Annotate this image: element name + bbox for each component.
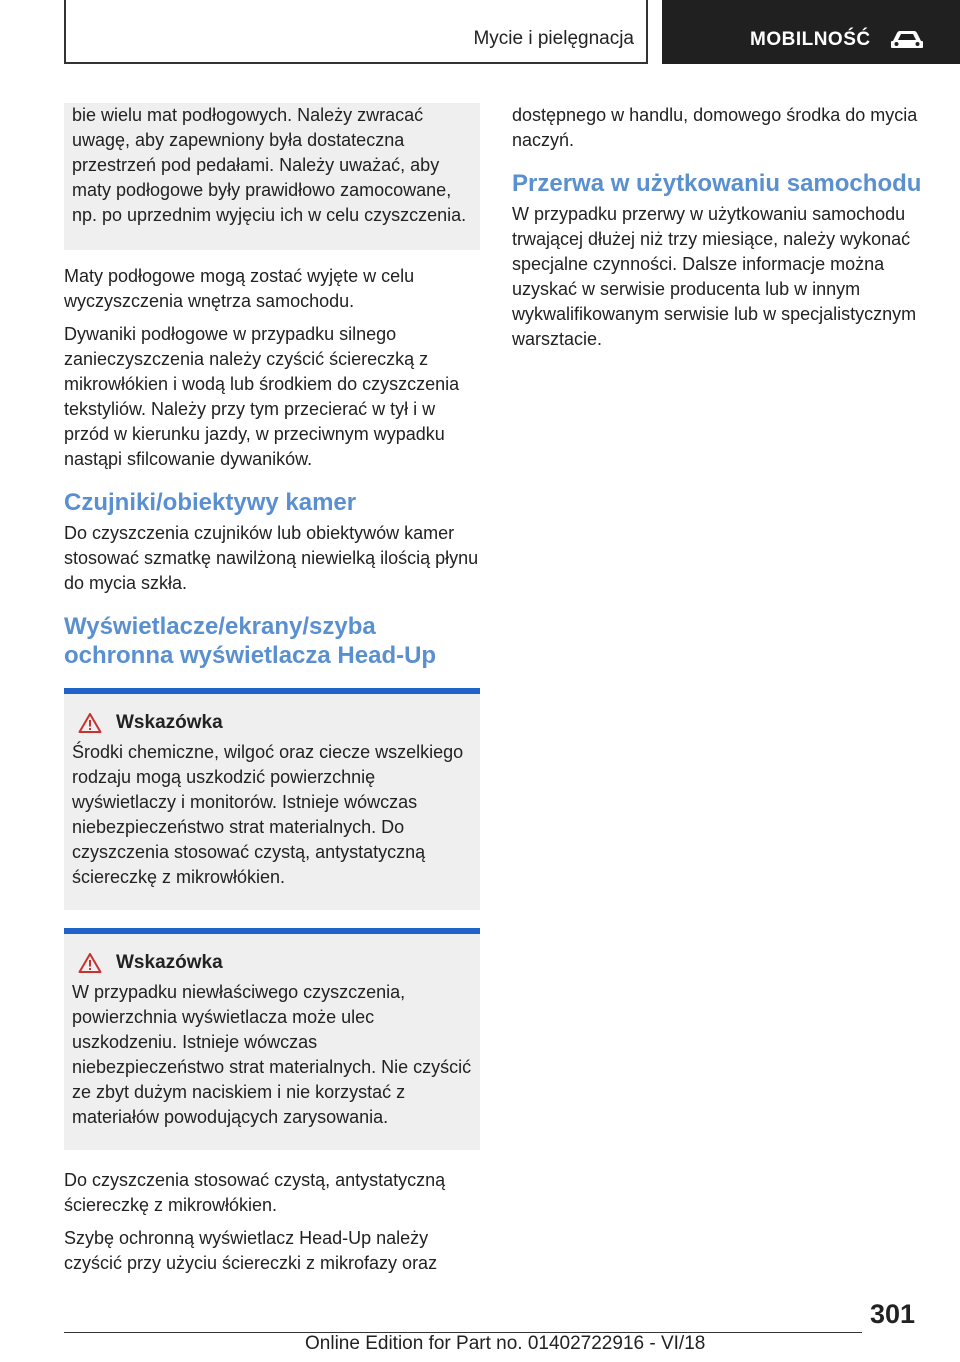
heading-storage: Przerwa w użytkowaniu samochodu [512, 170, 922, 197]
paragraph-mats: Maty podłogowe mogą zostać wyjęte w celu wyczyszczenia wnętrza samochodu. [64, 266, 415, 311]
page-number: 301 [870, 1299, 916, 1329]
warning-triangle-icon [78, 712, 102, 734]
heading-displays: Wyświetlacze/ekrany/szyba ochronna wyświetlacza Head-Up [64, 613, 437, 669]
paragraph-carpets: Dywaniki podłogowe w przypadku silnego zanieczyszczenia należy czyścić ściereczką z mikrowłókien i wodą lub środkiem do czyszczenia tekstyliów. Należy przy tym przecierać w tył i w przód w kierunku jazdy, w przeciwnym wypadku nastąpi sfilcowanie dywaników. [64, 324, 460, 469]
intro-note-box [64, 103, 480, 250]
paragraph-storage: W przypadku przerwy w użytkowaniu samochodu trwającej dłużej niż trzy miesiące, należy wykonać specjalne czynności. Dalsze informacje można uzyskać w serwisie producenta lub w innym wykwalifikowanym serwisie lub w specjalistycznym warsztacie. [512, 204, 917, 349]
warning-title: Wskazówka [116, 712, 223, 733]
intro-note-text: bie wielu mat podłogowych. Należy zwracać uwagę, aby zapewniony była dostateczna przestrzeń pod pedałami. Należy uważać, aby maty podłogowe były prawidłowo zamocowane, np. po uprzednim wyjęciu ich w celu czyszczenia. [72, 105, 467, 225]
warning-text: W przypadku niewłaściwego czyszczenia, powierzchnia wyświetlacza może ulec uszkodzeniu. Istnieje wówczas niebezpieczeństwo strat materialnych. Nie czyścić ze zbyt dużym naciskiem i nie korzystać z materiałów powodujących zarysowania. [72, 982, 472, 1127]
paragraph-headup-cleaning: Szybę ochronną wyświetlacz Head-Up należy czyścić przy użyciu ściereczki z mikrofazy oraz [64, 1228, 438, 1273]
section-label: MOBILNOŚĆ [750, 29, 871, 50]
warning-box-chemicals [64, 688, 480, 910]
heading-sensors: Czujniki/obiektywy kamer [64, 489, 357, 516]
warning-text: Środki chemiczne, wilgoć oraz ciecze wszelkiego rodzaju mogą uszkodzić powierzchnię wyświetlaczy i monitorów. Istnieje wówczas niebezpieczeństwo strat materialnych. Do czyszczenia stosować czystą, antystatyczną ściereczkę z mikrowłókien. [72, 742, 464, 887]
car-icon [890, 30, 924, 50]
chapter-title: Mycie i pielęgnacja [473, 28, 634, 49]
paragraph-sensors: Do czyszczenia czujników lub obiektywów kamer stosować szmatkę nawilżoną niewielką ilością płynu do mycia szkła. [64, 523, 479, 593]
right-column [512, 103, 928, 360]
paragraph-display-cleaning: Do czyszczenia stosować czystą, antystatyczną ściereczkę z mikrowłókien. [64, 1170, 446, 1215]
warning-triangle-icon [78, 952, 102, 974]
warning-title: Wskazówka [116, 952, 223, 973]
footer-edition: Online Edition for Part no. 01402722916 - VI/18 [305, 1333, 706, 1354]
warning-box-cleaning [64, 928, 480, 1150]
header-chapter-tab [64, 0, 648, 64]
paragraph-continued: dostępnego w handlu, domowego środka do mycia naczyń. [512, 105, 918, 150]
left-column [64, 103, 480, 1284]
